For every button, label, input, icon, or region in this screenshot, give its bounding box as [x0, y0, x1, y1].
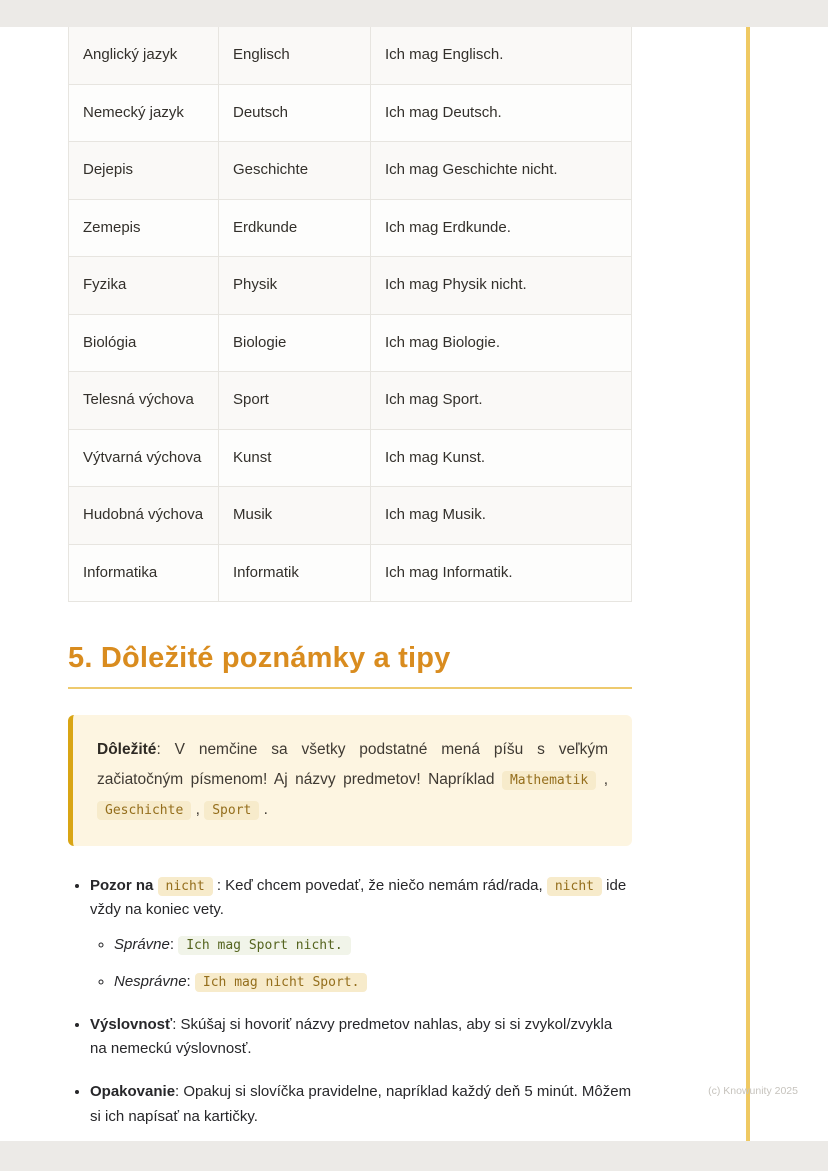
cell-example: Ich mag Musik.	[371, 487, 632, 545]
cell-subject-sk: Zemepis	[69, 199, 219, 257]
callout-label: Dôležité	[97, 741, 157, 758]
code-badge-wrong: Ich mag nicht Sport.	[195, 973, 368, 992]
cell-subject-sk: Výtvarná výchova	[69, 429, 219, 487]
sub-item-wrong	[114, 970, 632, 995]
cell-subject-de: Musik	[219, 487, 371, 545]
document-page	[0, 27, 828, 1141]
callout-separator: ,	[603, 771, 609, 789]
table-row	[69, 544, 632, 602]
cell-subject-sk: Informatika	[69, 544, 219, 602]
tip-item-repetition	[90, 1080, 632, 1130]
cell-subject-de: Erdkunde	[219, 199, 371, 257]
cell-example: Ich mag Kunst.	[371, 429, 632, 487]
cell-subject-sk: Biológia	[69, 314, 219, 372]
tip-item-pronunciation	[90, 1013, 632, 1063]
correct-label: Správne	[114, 936, 170, 954]
table-row	[69, 372, 632, 430]
cell-subject-de: Deutsch	[219, 84, 371, 142]
tip-item-nicht	[90, 874, 632, 995]
cell-subject-sk: Telesná výchova	[69, 372, 219, 430]
page-edge-accent-line	[746, 27, 750, 1141]
cell-example: Ich mag Erdkunde.	[371, 199, 632, 257]
tip-label: Pozor na	[90, 876, 154, 894]
vocab-table	[68, 27, 632, 602]
cell-example: Ich mag Sport.	[371, 372, 632, 430]
tip-label: Opakovanie	[90, 1083, 176, 1101]
sub-item-correct	[114, 933, 632, 958]
tip-text: : Opakuj si slovíčka pravidelne, napríklad každý deň 5 minút. Môžem si ich napísať na kartičky.	[90, 1083, 632, 1125]
footer-credit: (c) Knowunity 2025	[708, 1085, 798, 1097]
table-row	[69, 429, 632, 487]
code-badge: Sport	[204, 801, 259, 820]
cell-subject-sk: Anglický jazyk	[69, 27, 219, 84]
table-row	[69, 487, 632, 545]
code-badge: Mathematik	[502, 771, 596, 790]
callout-separator: ,	[195, 801, 200, 819]
cell-subject-sk: Fyzika	[69, 257, 219, 315]
document-content	[68, 27, 632, 1148]
wrong-label: Nesprávne	[114, 972, 187, 990]
table-row	[69, 27, 632, 84]
callout-text: : V nemčine sa všetky podstatné mená píšu s veľkým začiatočným písmenom! Aj názvy predmetov! Napríklad	[97, 741, 608, 789]
cell-example: Ich mag Informatik.	[371, 544, 632, 602]
cell-subject-sk: Dejepis	[69, 142, 219, 200]
code-badge: nicht	[158, 877, 213, 896]
cell-subject-sk: Nemecký jazyk	[69, 84, 219, 142]
cell-example: Ich mag Physik nicht.	[371, 257, 632, 315]
colon: :	[186, 972, 191, 990]
code-badge: Geschichte	[97, 801, 191, 820]
tip-text: : Keď chcem povedať, že niečo nemám rád/rada,	[216, 876, 543, 894]
table-row	[69, 257, 632, 315]
tip-text: ide vždy na koniec vety.	[90, 876, 627, 919]
cell-subject-de: Kunst	[219, 429, 371, 487]
tip-text: : Skúšaj si hovoriť názvy predmetov nahlas, aby si si zvykol/zvykla na nemeckú výslovnosť.	[90, 1015, 613, 1058]
cell-subject-de: Informatik	[219, 544, 371, 602]
cell-subject-de: Biologie	[219, 314, 371, 372]
table-row	[69, 142, 632, 200]
code-badge-correct: Ich mag Sport nicht.	[178, 936, 351, 955]
cell-example: Ich mag Geschichte nicht.	[371, 142, 632, 200]
cell-example: Ich mag Deutsch.	[371, 84, 632, 142]
table-row	[69, 199, 632, 257]
cell-subject-de: Geschichte	[219, 142, 371, 200]
callout-end: .	[263, 801, 268, 819]
code-badge: nicht	[547, 877, 602, 896]
cell-example: Ich mag Englisch.	[371, 27, 632, 84]
important-callout	[68, 715, 632, 846]
cell-example: Ich mag Biologie.	[371, 314, 632, 372]
cell-subject-sk: Hudobná výchova	[69, 487, 219, 545]
table-row	[69, 84, 632, 142]
cell-subject-de: Physik	[219, 257, 371, 315]
tip-sublist	[90, 933, 632, 995]
tip-label: Výslovnosť	[90, 1015, 173, 1033]
section-heading: 5. Dôležité poznámky a tipy	[68, 642, 632, 689]
tips-list	[68, 874, 632, 1130]
cell-subject-de: Englisch	[219, 27, 371, 84]
cell-subject-de: Sport	[219, 372, 371, 430]
table-row	[69, 314, 632, 372]
colon: :	[169, 936, 175, 954]
